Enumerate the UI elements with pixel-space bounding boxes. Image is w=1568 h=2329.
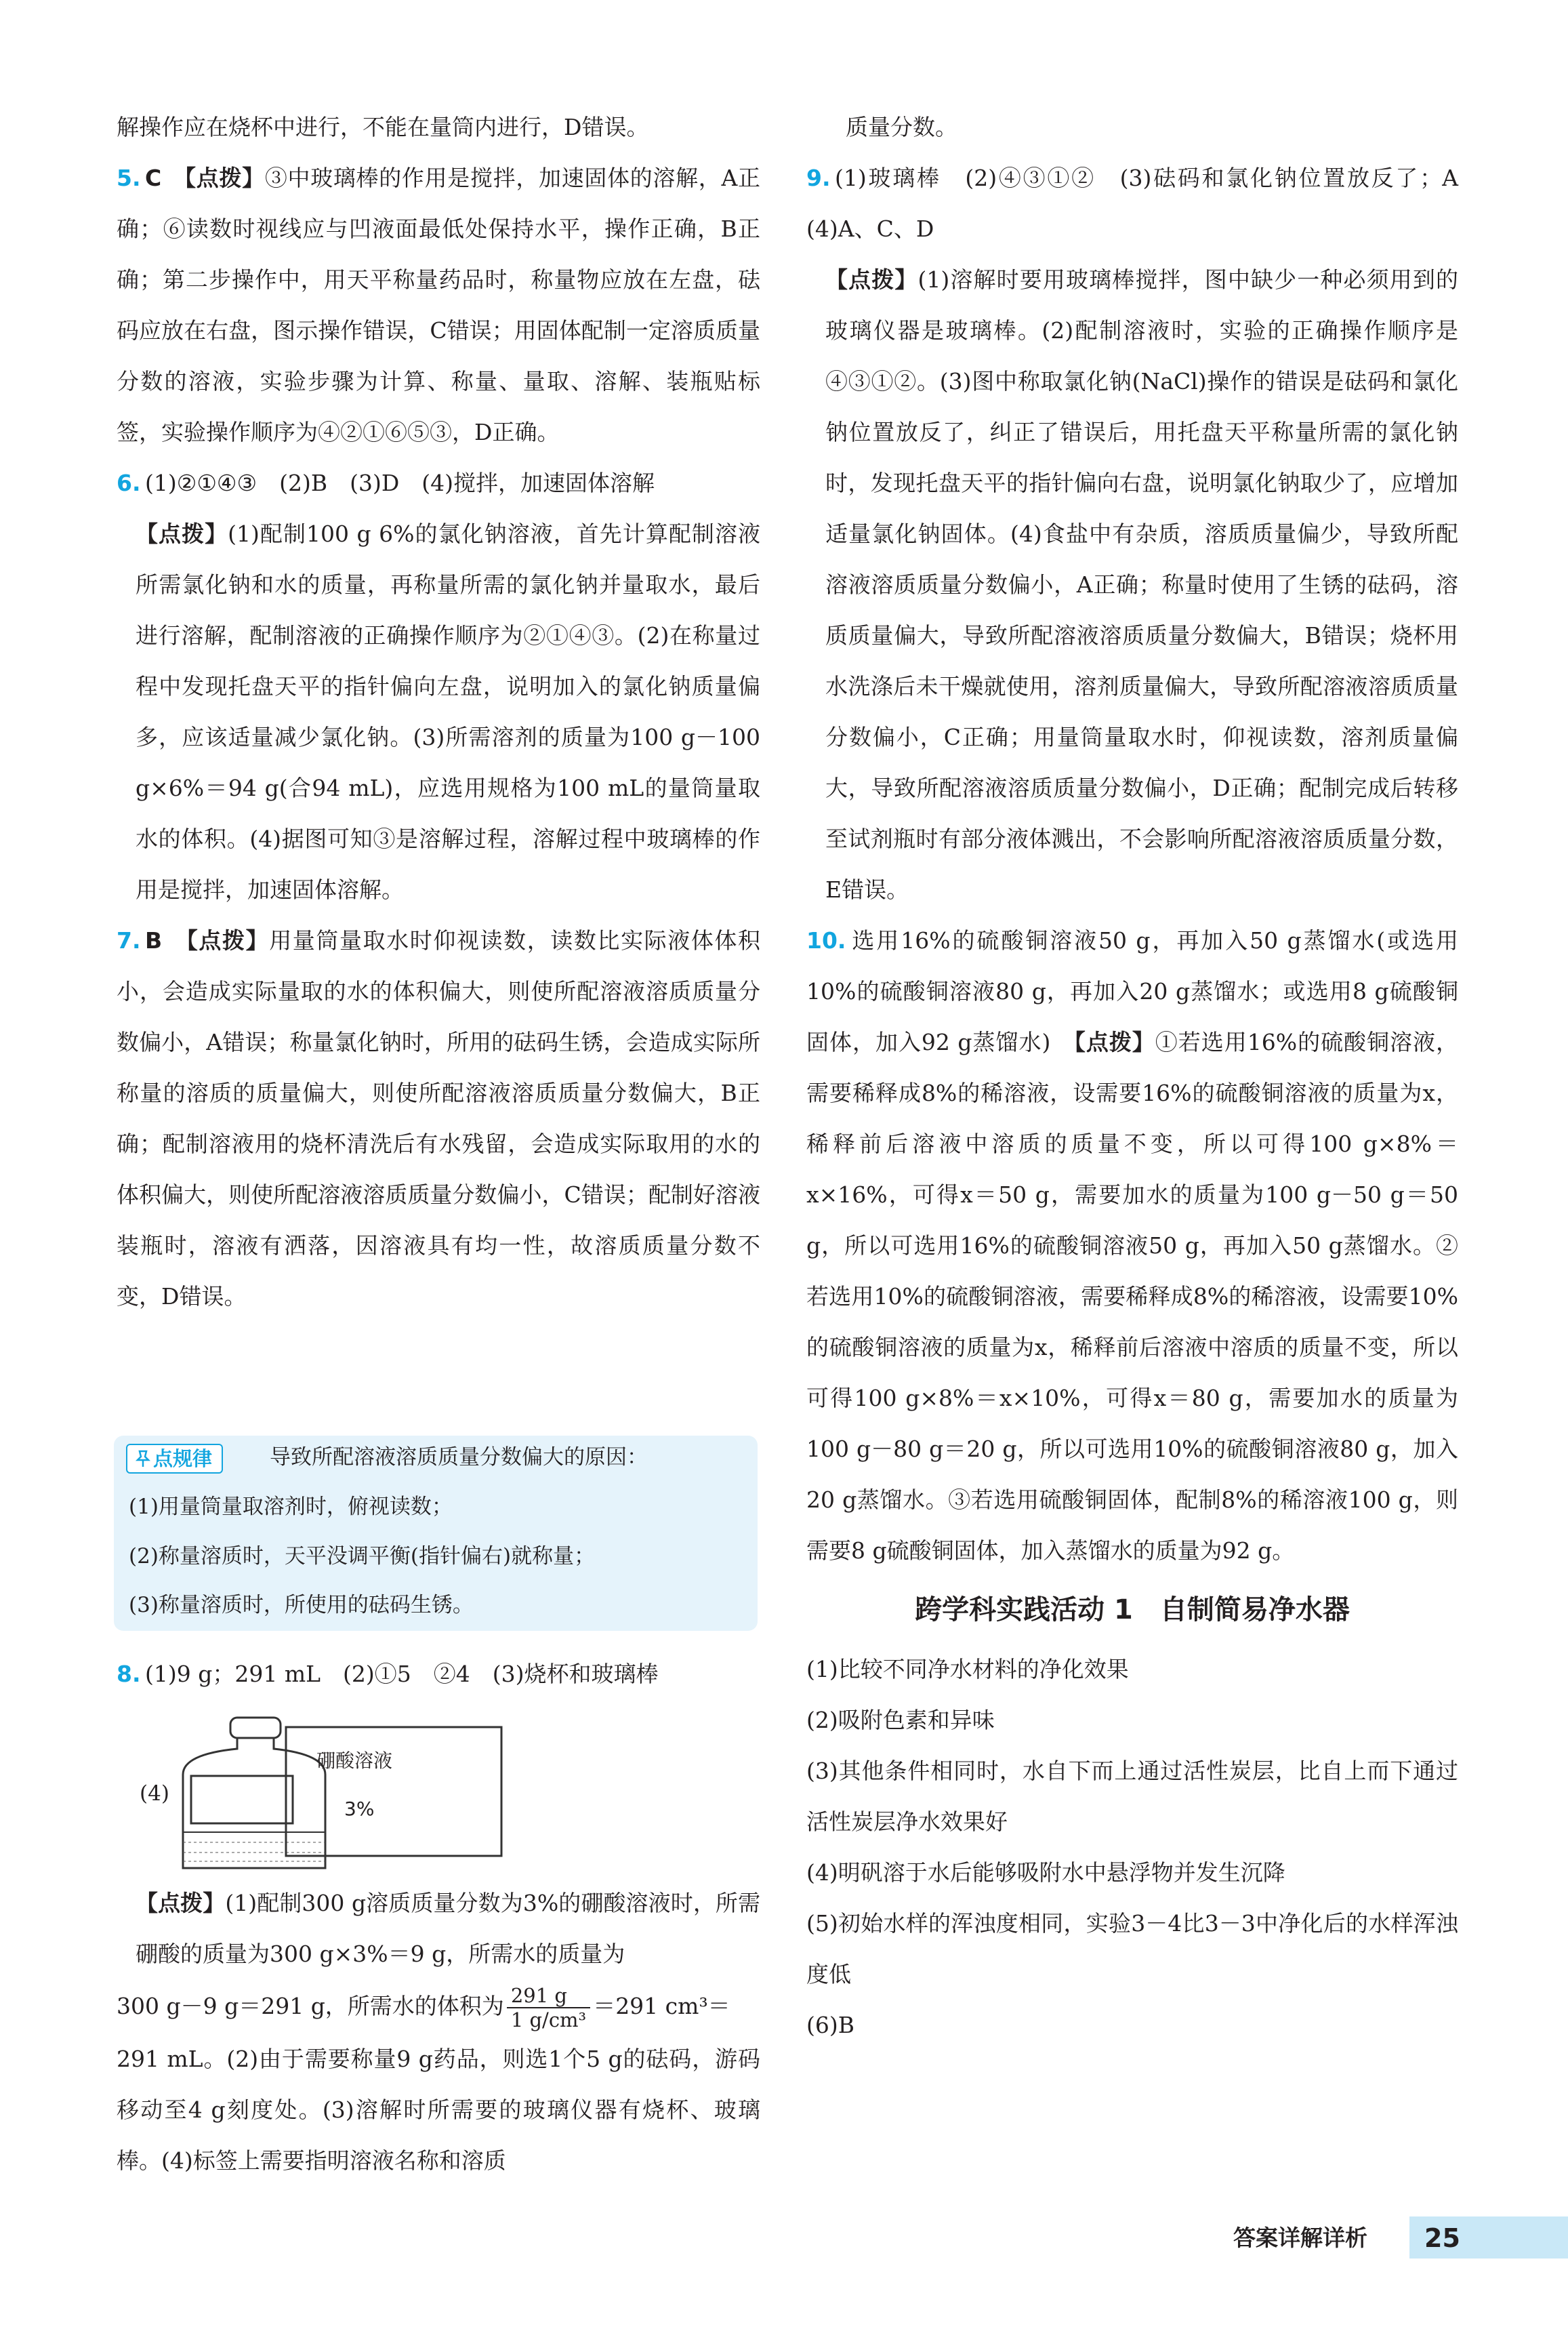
answer-5 [117, 153, 760, 458]
label-figure [129, 1714, 508, 1876]
explanation-9 [806, 254, 1458, 915]
rule-item: (3)称量溶质时，所使用的砝码生锈。 [129, 1593, 474, 1617]
hint-tag: 【点拨】 [1074, 1029, 1155, 1055]
explanation: 用量筒量取水时仰视读数，读数比实际液体体积小，会造成实际量取的水的体积偏大，则使所配溶液溶质质量分数偏小，A错误；称量氯化钠时，所用的砝码生锈，会造成实际所称量的溶质的质量偏大，则使所配溶液溶质质量分数偏大，B正确；配制溶液用的烧杯清洗后有水残留，会造成实际取用的水的体积偏大，则使所配溶液溶质质量分数偏小，C错误；配制好溶液装瓶时，溶液有洒落，因溶液具有均一性，故溶质质量分数不变，D错误。 [117, 927, 761, 1310]
explanation-6 [117, 508, 760, 915]
question-number: 5. [117, 165, 141, 191]
explanation-8-part-a [117, 1878, 760, 1979]
answer-choice: C [145, 165, 162, 191]
hint-tag: 【点拨】 [136, 1890, 226, 1916]
explanation: (1)溶解时要用玻璃棒搅拌，图中缺少一种必须用到的玻璃仪器是玻璃棒。(2)配制溶液时，实验的正确操作顺序是④③①②。(3)图中称取氯化钠(NaCl)操作的错误是砝码和氯化钠位置放反了，纠正了错误后，用托盘天平称量所需的氯化钠时，发现托盘天平的指针偏向右盘，说明氯化钠取少了，应增加适量氯化钠固体。(4)食盐中有杂质，溶质质量偏少，导致所配溶液溶质质量分数偏小，A正确；称量时使用了生锈的砝码，溶质质量偏大，导致所配溶液溶质质量分数偏大，B错误；烧杯用水洗涤后未干燥就使用，溶剂质量偏大，导致所配溶液溶质质量分数偏小，C正确；用量筒量取水时，仰视读数，溶剂质量偏大，导致所配溶液溶质质量分数偏小，D正确；配制完成后转移至试剂瓶时有部分液体溅出，不会影响所配溶液溶质质量分数，E错误。 [825, 266, 1458, 903]
activity-item: (2)吸附色素和异味 [806, 1707, 995, 1733]
activity-item: (4)明矾溶于水后能够吸附水中悬浮物并发生沉降 [806, 1859, 1285, 1886]
activity-item: (5)初始水样的浑浊度相同，实验3－4比3－3中净化后的水样浑浊度低 [806, 1910, 1458, 1987]
answer-text: (1)玻璃棒 (2)④③①② (3)砝码和氯化钠位置放反了；A (4)A、C、D [806, 165, 1481, 242]
hint-tag: 【点拨】 [186, 927, 270, 954]
answer-6 [117, 458, 760, 508]
question-number: 9. [806, 165, 831, 191]
fraction-numerator: 291 g [507, 1984, 590, 2008]
text-line: 解操作应在烧杯中进行，不能在量筒内进行，D错误。 [117, 114, 649, 140]
question-number: 10. [806, 927, 846, 954]
rule-tag [126, 1444, 223, 1474]
equation-text: ＝291 cm³＝ [593, 1993, 730, 2019]
footer-label: 答案详解详析 [1233, 2225, 1367, 2251]
section-title: 跨学科实践活动 1 自制简易净水器 [915, 1594, 1350, 1625]
rule-item: (2)称量溶质时，天平没调平衡(指针偏右)就称量； [129, 1544, 596, 1568]
explanation: ①若选用16%的硫酸铜溶液，需要稀释成8%的稀溶液，设需要16%的硫酸铜溶液的质量为x，稀释前后溶液中溶质的质量不变，所以可得100 g×8%＝x×16%，可得x＝50 g，需要加水的质量为100 g－50 g＝50 g，所以可选用16%的硫酸铜溶液50 g，再加入50 g蒸馏水。②若选用10%的硫酸铜溶液，需要稀释成8%的稀溶液，设需要10%的硫酸铜溶液的质量为x，稀释前后溶液中溶质的质量不变，所以可得100 g×8%＝x×10%，可得x＝80 g，需要加水的质量为100 g－80 g＝20 g，所以可选用10%的硫酸铜溶液80 g，加入20 g蒸馏水。③若选用硫酸铜固体，配制8%的稀溶液100 g，则需要8 g硫酸铜固体，加入蒸馏水的质量为92 g。 [806, 1029, 1459, 1564]
rule-title: 导致所配溶液溶质质量分数偏大的原因： [270, 1445, 648, 1470]
fraction-denominator: 1 g/cm³ [510, 2008, 587, 2031]
explanation: ③中玻璃棒的作用是搅拌，加速固体的溶解，A正确；⑥读数时视线应与凹液面最低处保持水平，操作正确，B正确；第二步操作中，用天平称量药品时，称量物应放在左盘，砝码应放在右盘，图示操作错误，C错误；用固体配制一定溶质质量分数的溶液，实验步骤为计算、称量、量取、溶解、装瓶贴标签，实验操作顺序为④②①⑥⑤③，D正确。 [117, 165, 760, 445]
explanation-8-part-b: 291 mL。(2)由于需要称量9 g药品，则选1个5 g的砝码，游码移动至4 g刻度处。(3)溶解时所需要的玻璃仪器有烧杯、玻璃棒。(4)标签上需要指明溶液名称和溶质 [117, 2046, 760, 2174]
answer-choice: B [145, 927, 163, 954]
rule-item: (1)用量筒量取溶剂时，俯视读数； [129, 1495, 453, 1519]
explanation: (1)配制300 g溶质质量分数为3%的硼酸溶液时，所需硼酸的质量为300 g×3%＝9 g，所需水的质量为 [136, 1890, 761, 1967]
volume-equation [117, 1979, 760, 2033]
rule-tag-label: 点规律 [153, 1447, 213, 1470]
page-number: 25 [1424, 2223, 1460, 2253]
answer-10 [806, 915, 1458, 1576]
activity-item: (3)其他条件相同时，水自下而上通过活性炭层，比自上而下通过活性炭层净水效果好 [806, 1758, 1458, 1835]
left-column [117, 102, 760, 1322]
question-number: 7. [117, 927, 141, 954]
answer-8 [117, 1648, 760, 1699]
activity-item: (6)B [806, 2012, 854, 2038]
equation-text: 300 g－9 g＝291 g，所需水的体积为 [117, 1993, 504, 2019]
pin-icon [133, 1449, 153, 1469]
answer-text: (1)9 g；291 mL (2)①5 ②4 (3)烧杯和玻璃棒 [145, 1661, 659, 1687]
hint-tag: 【点拨】 [184, 165, 265, 191]
label-concentration: 3% [344, 1798, 375, 1820]
reagent-bottle-drawing [129, 1714, 508, 1876]
question-number: 8. [117, 1661, 141, 1687]
question-number: 6. [117, 470, 141, 496]
answer-7 [117, 915, 760, 1322]
answer-text: 选用16%的硫酸铜溶液50 g，再加入50 g蒸馏水(或选用10%的硫酸铜溶液80 g，再加入20 g蒸馏水；或选用8 g硫酸铜固体，加入92 g蒸馏水) [806, 927, 1458, 1055]
hint-tag: 【点拨】 [136, 521, 228, 547]
activity-item: (1)比较不同净水材料的净化效果 [806, 1656, 1129, 1682]
answer-9 [806, 153, 1481, 254]
label-name: 硼酸溶液 [316, 1749, 393, 1772]
figure-label: (4) [140, 1781, 169, 1806]
right-column [806, 102, 1481, 2050]
answer-text: (1)②①④③ (2)B (3)D (4)搅拌，加速固体溶解 [145, 470, 655, 496]
text-line: 质量分数。 [846, 114, 957, 140]
explanation-8 [117, 1878, 760, 2186]
hint-tag: 【点拨】 [825, 266, 918, 293]
answer-8-line [117, 1648, 760, 1699]
fraction [507, 1984, 590, 2031]
explanation: (1)配制100 g 6%的氯化钠溶液，首先计算配制溶液所需氯化钠和水的质量，再称量所需的氯化钠并量取水，最后进行溶解，配制溶液的正确操作顺序为②①④③。(2)在称量过程中发现托盘天平的指针偏向左盘，说明加入的氯化钠质量偏多，应该适量减少氯化钠。(3)所需溶剂的质量为100 g－100 g×6%＝94 g(合94 mL)，应选用规格为100 mL的量筒量取水的体积。(4)据图可知③是溶解过程，溶解过程中玻璃棒的作用是搅拌，加速固体溶解。 [136, 521, 761, 903]
rule-box [114, 1436, 758, 1631]
